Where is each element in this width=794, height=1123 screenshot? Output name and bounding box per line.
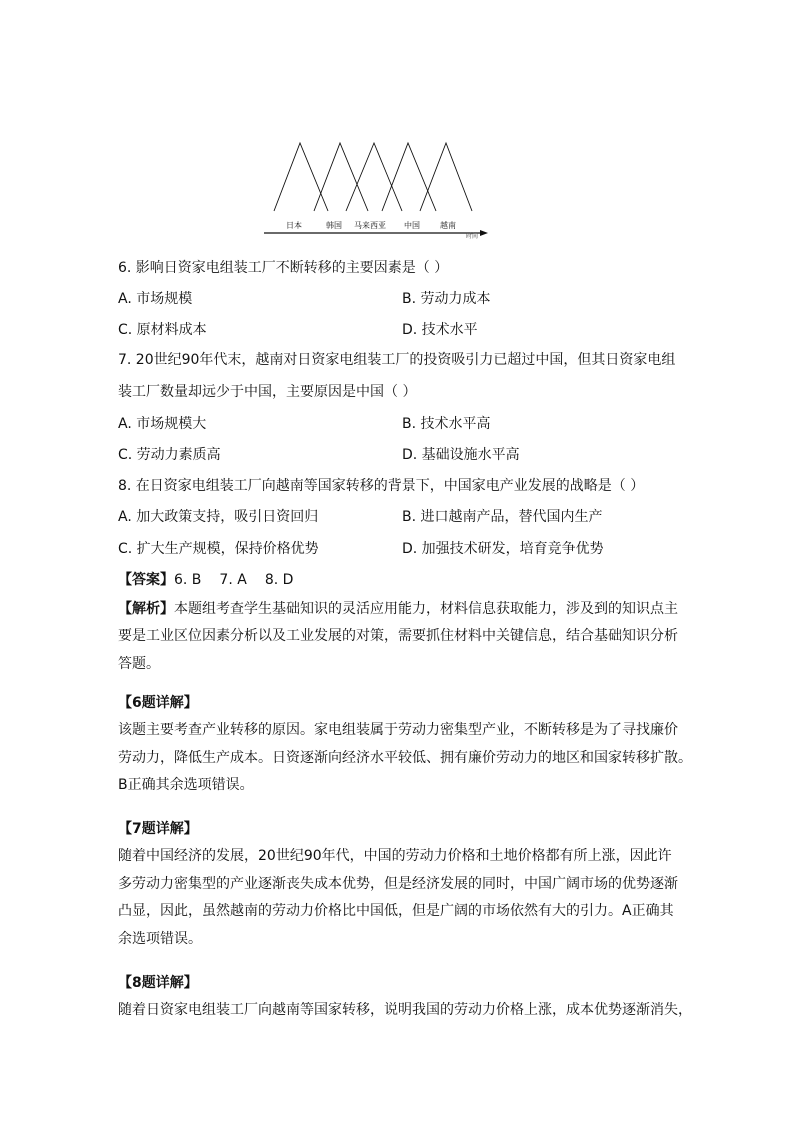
q6-option-b: B. 劳动力成本 (402, 291, 491, 307)
q7-stem-line2: 装工厂数量却远少于中国，主要原因是中国（ ） (118, 384, 417, 400)
q7-option-d: D. 基础设施水平高 (402, 447, 520, 463)
detail7-line: 多劳动力密集型的产业逐渐丧失成本优势，但是经济发展的同时，中国广阔市场的优势逐渐 (118, 875, 678, 892)
q8-option-a: A. 加大政策支持，吸引日资回归 (118, 509, 319, 525)
analysis-line (118, 596, 678, 623)
q8-option-c: C. 扩大生产规模，保持价格优势 (118, 541, 319, 557)
detail7-section (118, 816, 678, 953)
answer-item: 6. B (174, 572, 202, 588)
answer-label: 【答案】 (118, 572, 174, 588)
detail7-line: 凸显，因此，虽然越南的劳动力价格比中国低，但是广阔的市场依然有大的引力。A正确其 (118, 903, 674, 920)
q7-option-c: C. 劳动力素质高 (118, 447, 221, 463)
q8-option-d: D. 加强技术研发，培育竞争优势 (402, 541, 604, 557)
analysis-text: 本题组考查学生基础知识的灵活应用能力，材料信息获取能力，涉及到的知识点主 (174, 601, 678, 617)
detail6-section (118, 690, 692, 800)
time-axis-arrow-icon (480, 230, 488, 236)
answer-line (118, 570, 293, 590)
wave-vietnam (420, 143, 472, 211)
detail7-line: 余选项错误。 (118, 930, 202, 947)
q8-option-b: B. 进口越南产品，替代国内生产 (402, 509, 603, 525)
industry-transfer-diagram (258, 135, 488, 243)
country-label-vietnam: 越南 (440, 221, 456, 230)
country-label-china: 中国 (404, 221, 420, 230)
country-label-korea: 韩国 (326, 221, 342, 230)
detail6-line: 劳动力，降低生产成本。日资逐渐向经济水平较低、拥有廉价劳动力的地区和国家转移扩散。 (118, 749, 692, 766)
detail8-label: 【8题详解】 (118, 975, 198, 991)
analysis-section (118, 596, 678, 678)
q7-stem-line1: 7. 20世纪90年代末，越南对日资家电组装工厂的投资吸引力已超过中国，但其日资家电组 (118, 352, 676, 368)
answer-item: 8. D (264, 572, 294, 588)
axis-label-time: 时间 (466, 233, 479, 240)
detail8-section (118, 970, 692, 1025)
detail6-label: 【6题详解】 (118, 695, 198, 711)
wave-china (382, 143, 436, 211)
detail7-line: 随着中国经济的发展，20世纪90年代，中国的劳动力价格和土地价格都有所上涨，因此许 (118, 848, 672, 865)
wave-japan (274, 143, 328, 211)
detail8-line: 随着日资家电组装工厂向越南等国家转移，说明我国的劳动力价格上涨，成本优势逐渐消失， (118, 1002, 692, 1019)
q6-option-a: A. 市场规模 (118, 291, 193, 307)
q6-stem: 6. 影响日资家电组装工厂不断转移的主要因素是（ ） (118, 260, 449, 276)
transfer-diagram-svg (258, 135, 488, 243)
q7-option-b: B. 技术水平高 (402, 416, 491, 432)
country-label-malaysia: 马来西亚 (354, 221, 386, 230)
q6-option-d: D. 技术水平 (402, 322, 478, 338)
analysis-line: 答题。 (118, 655, 160, 672)
answer-item: 7. A (219, 572, 247, 588)
q8-stem: 8. 在日资家电组装工厂向越南等国家转移的背景下，中国家电产业发展的战略是（ ） (118, 478, 645, 494)
q6-option-c: C. 原材料成本 (118, 322, 207, 338)
detail6-line: 该题主要考查产业转移的原因。家电组装属于劳动力密集型产业，不断转移是为了寻找廉价 (118, 722, 678, 739)
analysis-label: 【解析】 (118, 601, 174, 617)
q7-option-a: A. 市场规模大 (118, 416, 207, 432)
country-label-japan: 日本 (286, 221, 302, 230)
detail6-line: B正确其余选项错误。 (118, 777, 254, 794)
detail7-label: 【7题详解】 (118, 821, 198, 837)
analysis-line: 要是工业区位因素分析以及工业发展的对策，需要抓住材料中关键信息，结合基础知识分析 (118, 628, 678, 645)
